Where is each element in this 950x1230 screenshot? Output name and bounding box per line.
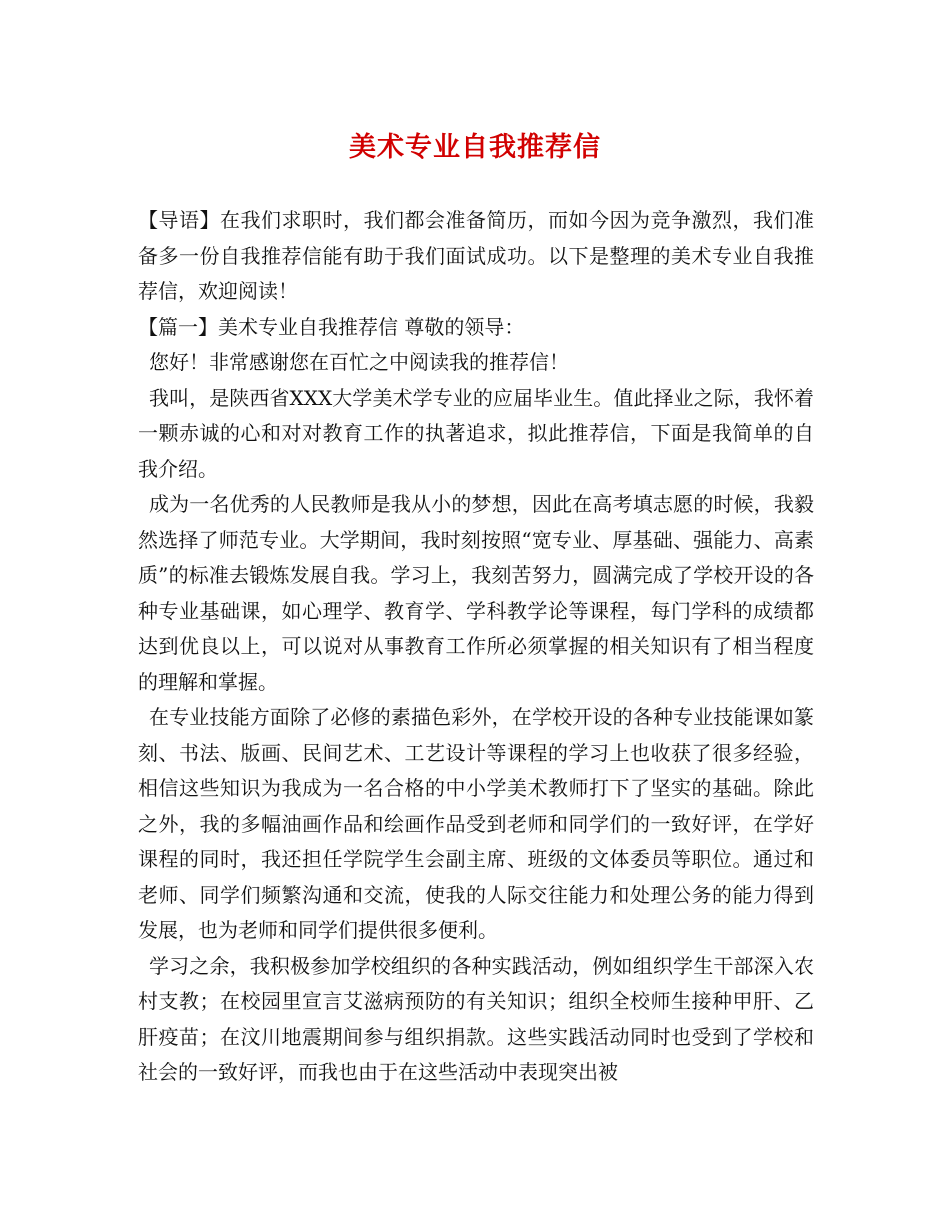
document-body [138,203,814,1091]
paragraph-intro: 【导语】在我们求职时，我们都会准备简历，而如今因为竞争激烈，我们准备多一份自我推荐信能有助于我们面试成功。以下是整理的美术专业自我推荐信，欢迎阅读！ [138,208,814,303]
paragraph-skills: 在专业技能方面除了必修的素描色彩外，在学校开设的各种专业技能课如篆刻、书法、版画、民间艺术、工艺设计等课程的学习上也收获了很多经验，相信这些知识为我成为一名合格的中小学美术教师打下了坚实的基础。除此之外，我的多幅油画作品和绘画作品受到老师和同学们的一致好评，在学好课程的同时，我还担任学院学生会副主席、班级的文体委员等职位。通过和老师、同学们频繁沟通和交流，使我的人际交往能力和处理公务的能力得到发展，也为老师和同学们提供很多便利。 [138,705,814,942]
paragraph-greeting: 您好！非常感谢您在百忙之中阅读我的推荐信！ [149,350,569,374]
paragraph-self-intro: 我叫，是陕西省XXX大学美术学专业的应届毕业生。值此择业之际，我怀着一颗赤诚的心和对对教育工作的执著追求，拟此推荐信，下面是我简单的自我介绍。 [138,385,814,481]
paragraph-study: 成为一名优秀的人民教师是我从小的梦想，因此在高考填志愿的时候，我毅然选择了师范专业。大学期间，我时刻按照“宽专业、厚基础、强能力、高素质”的标准去锻炼发展自我。学习上，我刻苦努力，圆满完成了学校开设的各种专业基础课，如心理学、教育学、学科教学论等课程，每门学科的成绩都达到优良以上，可以说对从事教育工作所必须掌握的相关知识有了相当程度的理解和掌握。 [138,492,814,694]
document-title: 美术专业自我推荐信 [349,132,601,163]
paragraph-practice: 学习之余，我积极参加学校组织的各种实践活动，例如组织学生干部深入农村支教；在校园里宣言艾滋病预防的有关知识；组织全校师生接种甲肝、乙肝疫苗；在汶川地震期间参与组织捐款。这些实践活动同时也受到了学校和社会的一致好评，而我也由于在这些活动中表现突出被 [138,953,814,1084]
paragraph-section-heading: 【篇一】美术专业自我推荐信 尊敬的领导： [138,314,525,339]
